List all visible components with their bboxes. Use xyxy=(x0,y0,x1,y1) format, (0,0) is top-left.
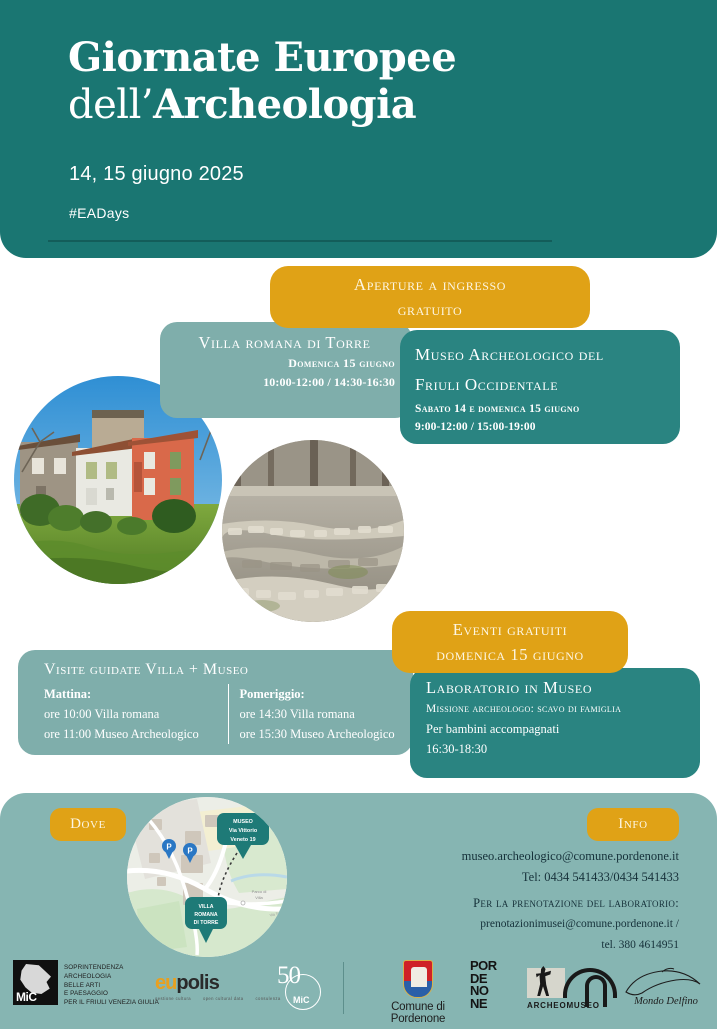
delfino-name: Mondo Delfino xyxy=(634,996,698,1007)
svg-text:Via Vittorio: Via Vittorio xyxy=(228,828,258,834)
soprintendenza-line-2: BELLE ARTI xyxy=(64,981,101,989)
badge-aperture-line-1: Aperture a ingresso xyxy=(353,275,507,294)
card-lab-time: 16:30-18:30 xyxy=(426,742,488,756)
visite-column-morning xyxy=(44,684,228,744)
info-email[interactable]: museo.archeologico@comune.pordenone.it xyxy=(461,849,679,863)
soprintendenza-line-3: E PAESAGGIO xyxy=(64,990,109,998)
card-villa-title: Villa romana di Torre xyxy=(198,333,371,352)
title-line-1: Giornate Europee xyxy=(68,34,457,81)
visite-afternoon-item-0: ore 14:30 Villa romana xyxy=(239,707,355,721)
logo-mondo-delfino xyxy=(622,966,710,1007)
logo-comune-di-pordenone xyxy=(363,960,473,1025)
card-museo-title-line-1: Museo Archeologico del xyxy=(415,345,604,364)
title-line-2-light: dell’ xyxy=(68,82,154,129)
page-title xyxy=(68,34,668,129)
header-divider xyxy=(48,240,552,242)
visite-morning-item-1: ore 11:00 Museo Archeologico xyxy=(44,727,199,741)
pordenone-line-0: POR xyxy=(470,958,497,973)
eupolis-tag-1: open cultural data xyxy=(202,996,244,1001)
info-phone: Tel: 0434 541433/0434 541433 xyxy=(521,870,679,884)
svg-text:ROMANA: ROMANA xyxy=(194,912,218,918)
card-lab-subtitle: Missione archeologo: scavo di famiglia xyxy=(426,703,622,715)
logo-50-mic xyxy=(277,962,322,1012)
card-museo-times: 9:00-12:00 / 15:00-19:00 xyxy=(415,421,536,433)
card-museo-archeologico xyxy=(400,330,680,444)
photo-scavo-archeologico xyxy=(222,440,404,622)
dolphin-icon xyxy=(622,966,710,998)
soprintendenza-line-1: ARCHEOLOGIA xyxy=(64,972,112,980)
archeomuseo-name: ARCHEOMUSEO xyxy=(527,1001,600,1010)
badge-eventi-gratuiti xyxy=(392,611,628,673)
card-visite-title: Visite guidate Villa + Museo xyxy=(44,661,249,678)
info-booking-block xyxy=(345,893,679,956)
card-visite-guidate xyxy=(18,650,413,755)
visite-afternoon-item-1: ore 15:30 Museo Archeologico xyxy=(239,727,395,741)
poster-header xyxy=(0,0,717,258)
booking-email[interactable]: prenotazionimusei@comune.pordenone.it / xyxy=(480,918,679,930)
mic-acronym: MiC xyxy=(16,990,37,1004)
svg-text:Parco di: Parco di xyxy=(251,889,267,894)
pordenone-line-1: DE xyxy=(470,970,488,986)
footer-logos xyxy=(0,952,717,1029)
comune-crest-icon xyxy=(403,960,433,998)
badge-info: Info xyxy=(587,808,679,841)
card-lab-audience: Per bambini accompagnati xyxy=(426,722,560,736)
card-laboratorio-in-museo xyxy=(410,668,700,778)
location-map[interactable] xyxy=(127,797,287,957)
mic-mark-icon xyxy=(13,960,58,1005)
scavo-photo-illustration xyxy=(222,440,404,622)
eupolis-eu: eu xyxy=(155,972,177,994)
svg-text:DI TORRE: DI TORRE xyxy=(193,920,219,926)
map-illustration xyxy=(127,797,287,957)
soprintendenza-wordmark xyxy=(64,960,159,1008)
svg-text:P: P xyxy=(187,846,193,856)
eupolis-tagline xyxy=(155,996,293,1001)
eupolis-tag-0: gestione cultura xyxy=(155,996,191,1001)
svg-text:Villa: Villa xyxy=(255,895,263,900)
visite-morning-item-0: ore 10:00 Villa romana xyxy=(44,707,160,721)
soprintendenza-line-0: SOPRINTENDENZA xyxy=(64,964,124,971)
logo-pordenone-citta xyxy=(470,960,497,1010)
fifty-mic-label: MiC xyxy=(293,995,310,1005)
fifty-number: 50 xyxy=(277,962,300,989)
title-line-2-bold: Archeologia xyxy=(153,81,417,129)
svg-text:VILLA: VILLA xyxy=(198,904,214,910)
comune-name: Comune di Pordenone xyxy=(390,1001,446,1025)
logo-archeomuseo xyxy=(527,964,617,1010)
card-museo-title-line-2: Friuli Occidentale xyxy=(415,375,559,394)
visite-column-afternoon xyxy=(228,684,413,744)
card-villa-days: Domenica 15 giugno xyxy=(288,356,395,370)
visite-afternoon-label: Pomeriggio: xyxy=(239,687,305,701)
card-villa-times: 10:00-12:00 / 14:30-16:30 xyxy=(263,375,395,389)
svg-text:Via Torre: Via Torre xyxy=(269,910,285,918)
pordenone-line-2: NO xyxy=(470,983,489,998)
pordenone-line-3: NE xyxy=(470,995,488,1011)
title-line-2 xyxy=(68,81,668,129)
logo-soprintendenza-mic xyxy=(13,960,159,1008)
badge-eventi-line-1: Eventi gratuiti xyxy=(452,620,568,639)
event-hashtag: #EADays xyxy=(69,205,130,221)
card-museo-days: Sabato 14 e domenica 15 giugno xyxy=(415,403,580,415)
visite-columns xyxy=(18,684,413,744)
svg-text:MUSEO: MUSEO xyxy=(233,819,253,825)
footer-divider xyxy=(343,962,344,1014)
info-contact-block xyxy=(345,846,679,888)
archeomuseo-arch-icon xyxy=(563,968,617,998)
booking-phone: tel. 380 4614951 xyxy=(601,939,679,951)
archeomuseo-mark-icon xyxy=(527,964,617,1000)
logo-eupolis xyxy=(155,972,293,1001)
badge-aperture-ingresso-gratuito xyxy=(270,266,590,328)
badge-aperture-line-2: gratuito xyxy=(397,300,463,319)
soprintendenza-line-4: PER IL FRIULI VENEZIA GIULIA xyxy=(64,999,159,1007)
card-villa-romana xyxy=(160,322,412,418)
booking-heading: Per la prenotazione del laboratorio: xyxy=(473,896,679,910)
svg-text:Veneto 19: Veneto 19 xyxy=(230,837,256,843)
badge-eventi-line-2: domenica 15 giugno xyxy=(436,645,584,664)
visite-morning-label: Mattina: xyxy=(44,687,92,701)
event-dates: 14, 15 giugno 2025 xyxy=(69,163,244,185)
eupolis-polis: polis xyxy=(176,972,220,994)
eupolis-wordmark xyxy=(155,972,293,995)
svg-text:P: P xyxy=(166,842,172,852)
badge-dove: Dove xyxy=(50,808,126,841)
card-lab-title: Laboratorio in Museo xyxy=(426,678,593,697)
eupolis-tag-2: consulenza xyxy=(255,996,281,1001)
